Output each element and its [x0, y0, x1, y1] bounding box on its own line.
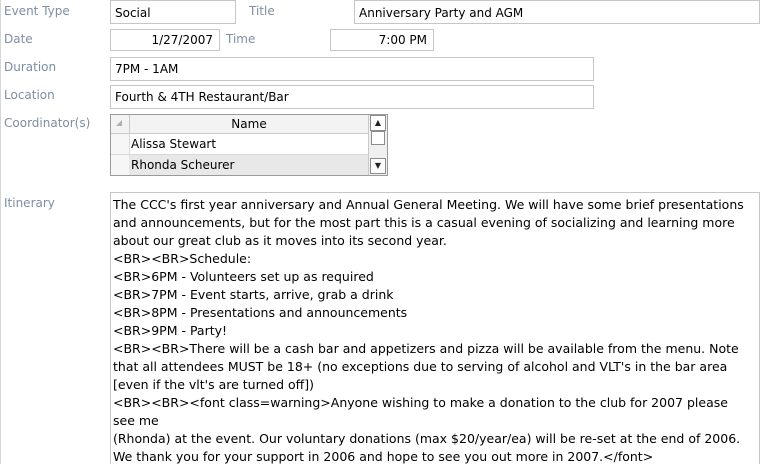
itinerary-line: <BR>7PM - Event starts, arrive, grab a drink: [113, 287, 394, 302]
itinerary-memo[interactable]: [110, 192, 760, 464]
itinerary-line: The CCC's first year anniversary and Annual General Meeting. We will have some brief presentations: [113, 197, 744, 212]
scroll-thumb[interactable]: [371, 131, 385, 145]
scroll-up-icon[interactable]: ▲: [370, 115, 386, 131]
itinerary-line: that all attendees MUST be 18+ (no exceptions due to serving of alcohol and VLT's in the bar area: [113, 359, 728, 374]
location-field[interactable]: Fourth & 4TH Restaurant/Bar: [110, 85, 594, 109]
select-all-records[interactable]: [111, 115, 130, 133]
event-type-field[interactable]: Social: [110, 0, 236, 24]
location-label: Location: [4, 88, 55, 102]
coordinator-name[interactable]: Alissa Stewart: [131, 137, 217, 151]
itinerary-line: We thank you for your support in 2006 and hope to see you out more in 2007.</font>: [113, 449, 654, 464]
itinerary-line: <BR><BR>There will be a cash bar and appetizers and pizza will be available from the menu. Note: [113, 341, 739, 356]
coordinator-row[interactable]: [111, 134, 369, 155]
coordinators-header: [111, 115, 369, 134]
name-column-header[interactable]: Name: [231, 117, 267, 131]
record-selector[interactable]: [111, 134, 130, 154]
coordinators-scrollbar[interactable]: [368, 115, 387, 175]
duration-field[interactable]: 7PM - 1AM: [110, 57, 594, 81]
coordinators-label: Coordinator(s): [4, 116, 91, 130]
itinerary-line: <BR><BR>Schedule:: [113, 251, 252, 266]
title-label: Title: [249, 4, 275, 18]
form-left-edge: [0, 0, 1, 464]
itinerary-line: <BR>6PM - Volunteers set up as required: [113, 269, 374, 284]
itinerary-line: [even if the vlt's are turned off]): [113, 377, 315, 392]
title-field[interactable]: Anniversary Party and AGM: [354, 0, 760, 24]
time-label: Time: [226, 32, 256, 46]
time-field[interactable]: 7:00 PM: [330, 29, 434, 51]
event-type-label: Event Type: [4, 4, 70, 18]
duration-label: Duration: [4, 60, 57, 74]
coordinator-name[interactable]: Rhonda Scheurer: [131, 158, 235, 172]
itinerary-line: (Rhonda) at the event. Our voluntary donations (max $20/year/ea) will be re-set at the end of 2006.: [113, 431, 741, 446]
date-field[interactable]: 1/27/2007: [110, 29, 220, 51]
itinerary-line: <BR>8PM - Presentations and announcements: [113, 305, 408, 320]
record-selector[interactable]: [111, 155, 130, 175]
coordinators-subform[interactable]: [110, 114, 388, 176]
itinerary-line: <BR><BR><font class=warning>Anyone wishing to make a donation to the club for 2007 please see me: [113, 395, 728, 428]
itinerary-label: Itinerary: [4, 196, 55, 210]
date-label: Date: [4, 32, 33, 46]
itinerary-line: <BR>9PM - Party!: [113, 323, 228, 338]
scroll-down-icon[interactable]: ▼: [370, 158, 386, 174]
itinerary-line: about our great club as it moves into its second year.: [113, 233, 447, 248]
coordinator-row[interactable]: [111, 155, 369, 176]
itinerary-line: and announcements, but for the most part this is a casual evening of socializing and learning more: [113, 215, 735, 230]
